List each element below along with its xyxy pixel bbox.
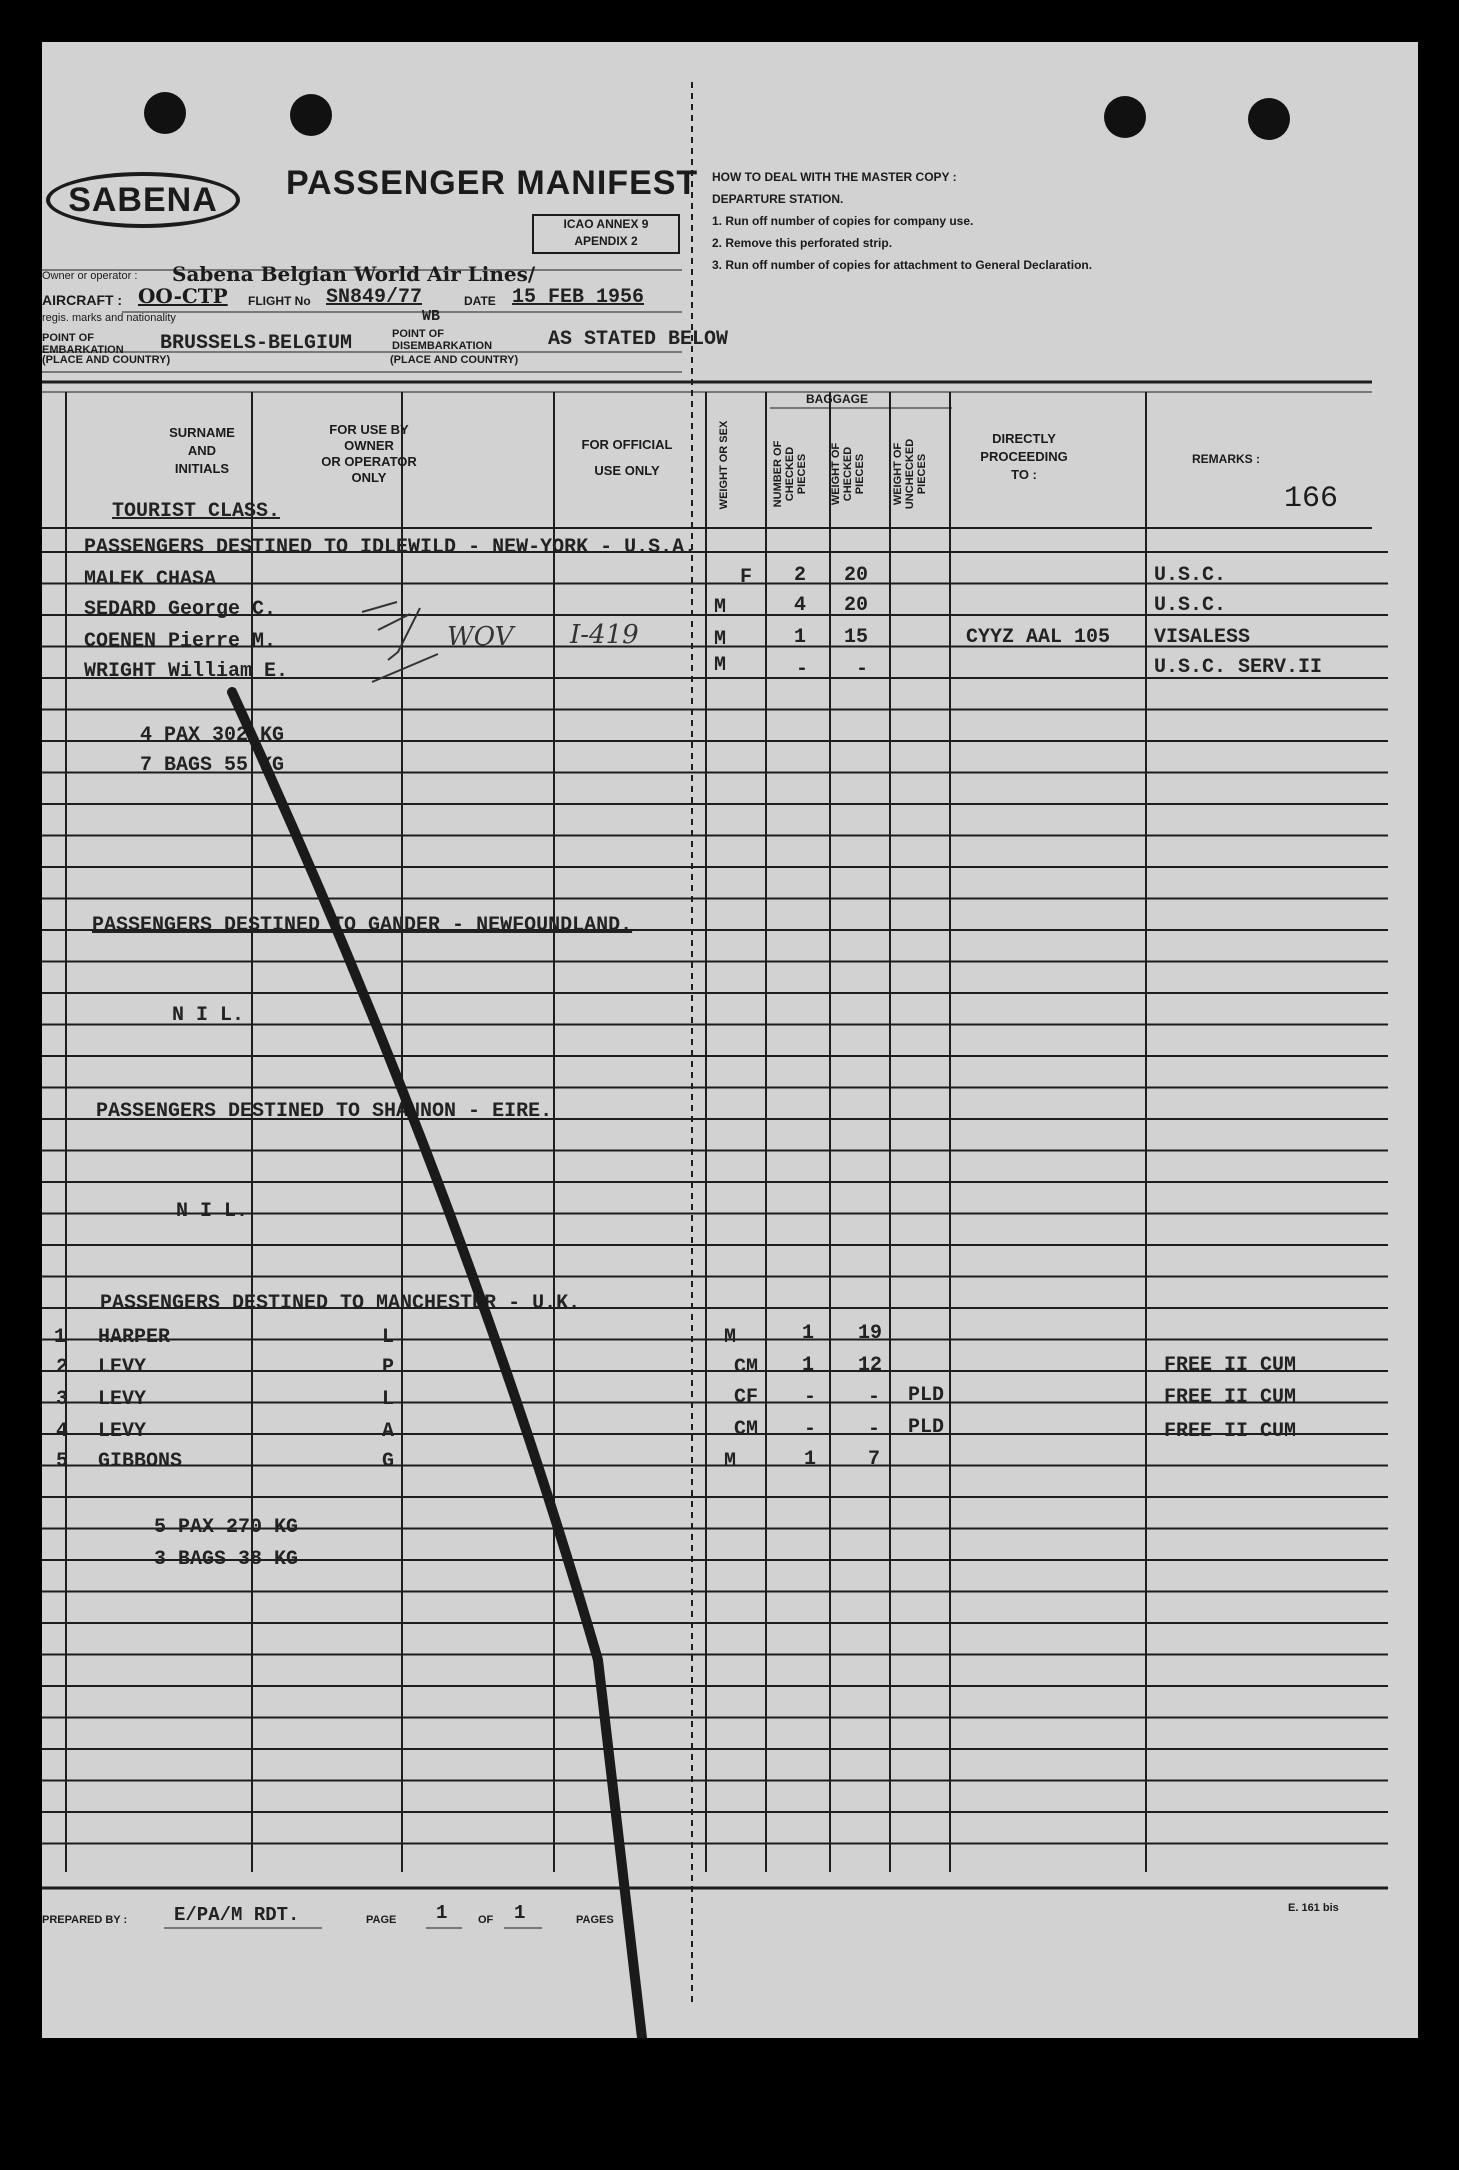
embark-sublabel: (PLACE AND COUNTRY) [42, 354, 171, 366]
weight: 12 [858, 1354, 883, 1377]
check-mark [362, 602, 410, 630]
embark-label: POINT OF EMBARKATION [42, 332, 124, 356]
cancel-stroke [232, 692, 642, 2038]
passenger-name: COENEN Pierre M. [84, 630, 277, 653]
aircraft-value: OO-CTP [138, 284, 228, 308]
remarks: U.S.C. SERV.II [1154, 656, 1323, 679]
pieces: - [796, 658, 809, 681]
of-label: OF [478, 1914, 494, 1926]
date-value: 15 FEB 1956 [512, 286, 645, 309]
pieces: 2 [794, 564, 807, 587]
pieces: - [804, 1386, 817, 1409]
section-heading: PASSENGERS DESTINED TO GANDER - NEWFOUNDLAND. [92, 914, 633, 937]
passenger-sex: CF [734, 1386, 759, 1409]
disembark-sublabel: (PLACE AND COUNTRY) [390, 354, 519, 366]
weight: 7 [868, 1448, 881, 1471]
section-total: 3 BAGS 38 KG [154, 1548, 299, 1571]
passenger-sex: F [740, 566, 753, 589]
official-handwritten-code: I-419 [570, 620, 639, 650]
col-official-use-header: FOR OFFICIAL USE ONLY [581, 437, 673, 478]
passenger-initial: L [382, 1326, 395, 1349]
passenger-name: SEDARD George C. [84, 598, 277, 621]
passenger-initial: L [382, 1388, 395, 1411]
flight-value: SN849/77 [326, 286, 423, 309]
passenger-name: HARPER [98, 1326, 171, 1349]
passenger-sex: CM [734, 1418, 759, 1441]
passenger-sex: M [714, 596, 727, 619]
remarks: FREE II CUM [1164, 1354, 1297, 1377]
section-total: 7 BAGS 55 KG [140, 754, 285, 777]
pieces: 1 [802, 1322, 815, 1345]
pieces: - [804, 1418, 817, 1441]
weight: - [868, 1418, 881, 1441]
row-number: 1 [54, 1326, 67, 1349]
passenger-name: WRIGHT William E. [84, 660, 289, 683]
col-remarks-header: REMARKS : [1192, 452, 1260, 466]
prepared-value: E/PA/M RDT. [174, 1904, 300, 1926]
passenger-name: LEVY [98, 1420, 147, 1443]
page-label: PAGE [366, 1914, 397, 1926]
baggage-header: BAGGAGE [806, 392, 869, 406]
row-number: 2 [56, 1356, 69, 1379]
page-title: PASSENGER MANIFEST [286, 164, 699, 202]
weight: - [856, 658, 869, 681]
check-mark [388, 608, 420, 660]
passenger-sex: M [714, 628, 727, 651]
passenger-initial: G [382, 1450, 395, 1473]
col-weight-checked-header: WEIGHT OF CHECKED PIECES [830, 442, 866, 506]
passenger-sex: M [724, 1450, 737, 1473]
owner-label: Owner or operator : [42, 270, 138, 282]
disembark-value: AS STATED BELOW [548, 328, 729, 351]
nil-text: N I L. [176, 1200, 249, 1223]
pieces: 1 [802, 1354, 815, 1377]
form-code: E. 161 bis [1288, 1902, 1339, 1914]
remarks: FREE II CUM [1164, 1386, 1297, 1409]
row-number: 3 [56, 1388, 69, 1411]
page-value: 1 [436, 1902, 448, 1924]
unchecked: PLD [908, 1416, 945, 1439]
instructions-title: HOW TO DEAL WITH THE MASTER COPY : [712, 170, 957, 184]
col-surname-header: SURNAME AND INITIALS [169, 425, 235, 476]
remarks: VISALESS [1154, 626, 1251, 649]
col-weight-sex-header: WEIGHT OR SEX [718, 420, 730, 510]
annotation-overlay [42, 42, 1418, 2038]
sabena-logo: SABENA [46, 172, 240, 228]
col-weight-unchecked-header: WEIGHT OF UNCHECKED PIECES [892, 438, 928, 510]
remarks: FREE II CUM [1164, 1420, 1297, 1443]
class-label: TOURIST CLASS. [112, 500, 281, 523]
check-mark [372, 654, 438, 682]
weight: 15 [844, 626, 869, 649]
remarks: U.S.C. [1154, 564, 1227, 587]
passenger-name: LEVY [98, 1356, 147, 1379]
aircraft-sublabel: regis. marks and nationality [42, 312, 176, 324]
owner-handwritten-code: WOV [447, 622, 514, 652]
disembark-label: POINT OF DISEMBARKATION [392, 328, 493, 352]
proceeding: CYYZ AAL 105 [966, 626, 1111, 649]
passenger-sex: M [714, 654, 727, 677]
pieces: 4 [794, 594, 807, 617]
passenger-sex: CM [734, 1356, 759, 1379]
weight: - [868, 1386, 881, 1409]
instruction-item: 3. Run off number of copies for attachment to General Declaration. [712, 258, 1093, 272]
flight-label: FLIGHT No [248, 294, 311, 308]
instructions-subtitle: DEPARTURE STATION. [712, 192, 844, 206]
aircraft-label: AIRCRAFT : [42, 292, 123, 308]
remarks: U.S.C. [1154, 594, 1227, 617]
icao-annex-box: ICAO ANNEX 9 APENDIX 2 [532, 214, 680, 254]
instruction-item: 2. Remove this perforated strip. [712, 236, 893, 250]
section-heading: PASSENGERS DESTINED TO SHANNON - EIRE. [96, 1100, 553, 1123]
weight: 19 [858, 1322, 883, 1345]
passenger-name: GIBBONS [98, 1450, 183, 1473]
passenger-sex: M [724, 1326, 737, 1349]
pieces: 1 [794, 626, 807, 649]
section-total: 5 PAX 270 KG [154, 1516, 299, 1539]
col-num-checked-header: NUMBER OF CHECKED PIECES [772, 440, 808, 508]
row-number: 5 [56, 1450, 69, 1473]
nil-text: N I L. [172, 1004, 245, 1027]
owner-value: Sabena Belgian World Air Lines/ [172, 262, 536, 286]
manifest-sheet [42, 42, 1418, 2038]
embark-value: BRUSSELS-BELGIUM [160, 332, 353, 355]
passenger-name: LEVY [98, 1388, 147, 1411]
section-heading: PASSENGERS DESTINED TO MANCHESTER - U.K. [100, 1292, 581, 1315]
section-heading: PASSENGERS DESTINED TO IDLEWILD - NEW-YORK - U.S.A. [84, 536, 697, 559]
date-label: DATE [464, 294, 496, 308]
instruction-item: 1. Run off number of copies for company use. [712, 214, 974, 228]
col-owner-use-header: FOR USE BY OWNER OR OPERATOR ONLY [321, 422, 417, 485]
weight: 20 [844, 564, 869, 587]
prepared-label: PREPARED BY : [42, 1914, 128, 1926]
flight-sub: WB [422, 308, 441, 325]
row-number: 4 [56, 1420, 69, 1443]
weight: 20 [844, 594, 869, 617]
col-proceeding-header: DIRECTLY PROCEEDING TO : [980, 431, 1068, 482]
passenger-name: MALEK CHASA [84, 568, 217, 591]
pages-label: PAGES [576, 1914, 614, 1926]
section-total: 4 PAX 302 KG [140, 724, 285, 747]
passenger-initial: A [382, 1420, 395, 1443]
pieces: 1 [804, 1448, 817, 1471]
unchecked: PLD [908, 1384, 945, 1407]
page-number: 166 [1284, 482, 1339, 516]
passenger-initial: P [382, 1356, 395, 1379]
of-value: 1 [514, 1902, 526, 1924]
